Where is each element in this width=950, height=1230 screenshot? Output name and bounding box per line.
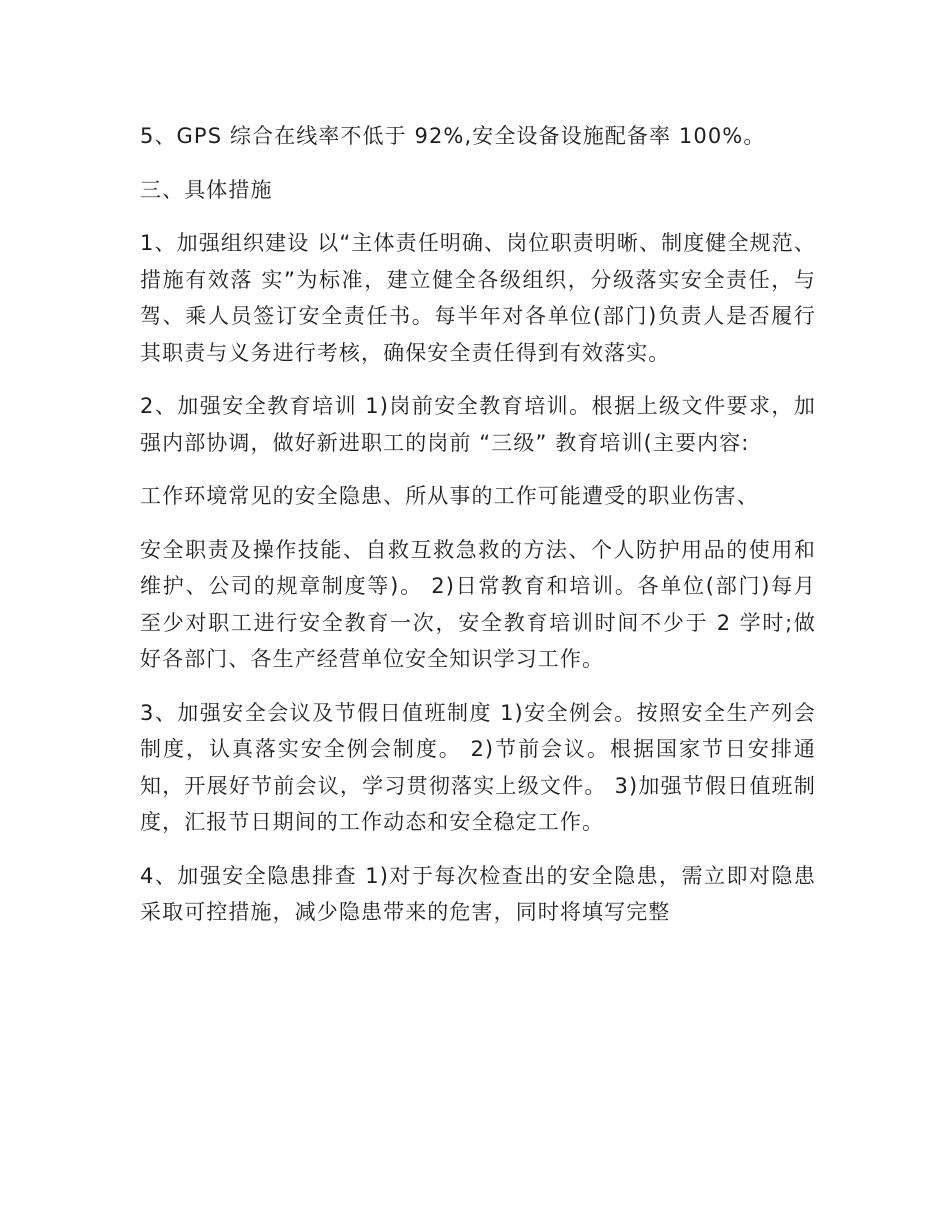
training-daily: 安全职责及操作技能、自救互救急救的方法、个人防护用品的使用和维护、公司的规章制度等)。 2)日常教育和培训。各单位(部门)每月至少对职工进行安全教育一次，安全教育培训时间不少于 2 学时;做好各部门、各生产经营单位安全知识学习工作。 [140,537,816,671]
target-item-gps: 5、GPS 综合在线率不低于 92%,安全设备设施配备率 100%。 [140,124,766,148]
section-heading-measures: 三、具体措施 [140,177,273,202]
measure-training: 2、加强安全教育培训 1)岗前安全教育培训。根据上级文件要求，加强内部协调，做好新进职工的岗前 “三级” 教育培训(主要内容: [140,394,816,455]
measure-organization: 1、加强组织建设 以“主体责任明确、岗位职责明晰、制度健全规范、措施有效落 实”为标准，建立健全各级组织，分级落实安全责任，与驾、乘人员签订安全责任书。每半年对各单位(部门)负责人是否履行其职责与义务进行考核，确保安全责任得到有效落实。 [140,231,816,365]
measure-meetings-duty: 3、加强安全会议及节假日值班制度 1)安全例会。按照安全生产列会制度，认真落实安全例会制度。 2)节前会议。根据国家节日安排通知，开展好节前会议，学习贯彻落实上级文件。 3)加强节假日值班制度，汇报节日期间的工作动态和安全稳定工作。 [140,700,816,834]
training-content-line: 工作环境常见的安全隐患、所从事的工作可能遭受的职业伤害、 [140,484,759,508]
document-body [140,118,816,948]
measure-hazard-inspection: 4、加强安全隐患排查 1)对于每次检查出的安全隐患，需立即对隐患采取可控措施，减少隐患带来的危害，同时将填写完整 [140,863,816,924]
